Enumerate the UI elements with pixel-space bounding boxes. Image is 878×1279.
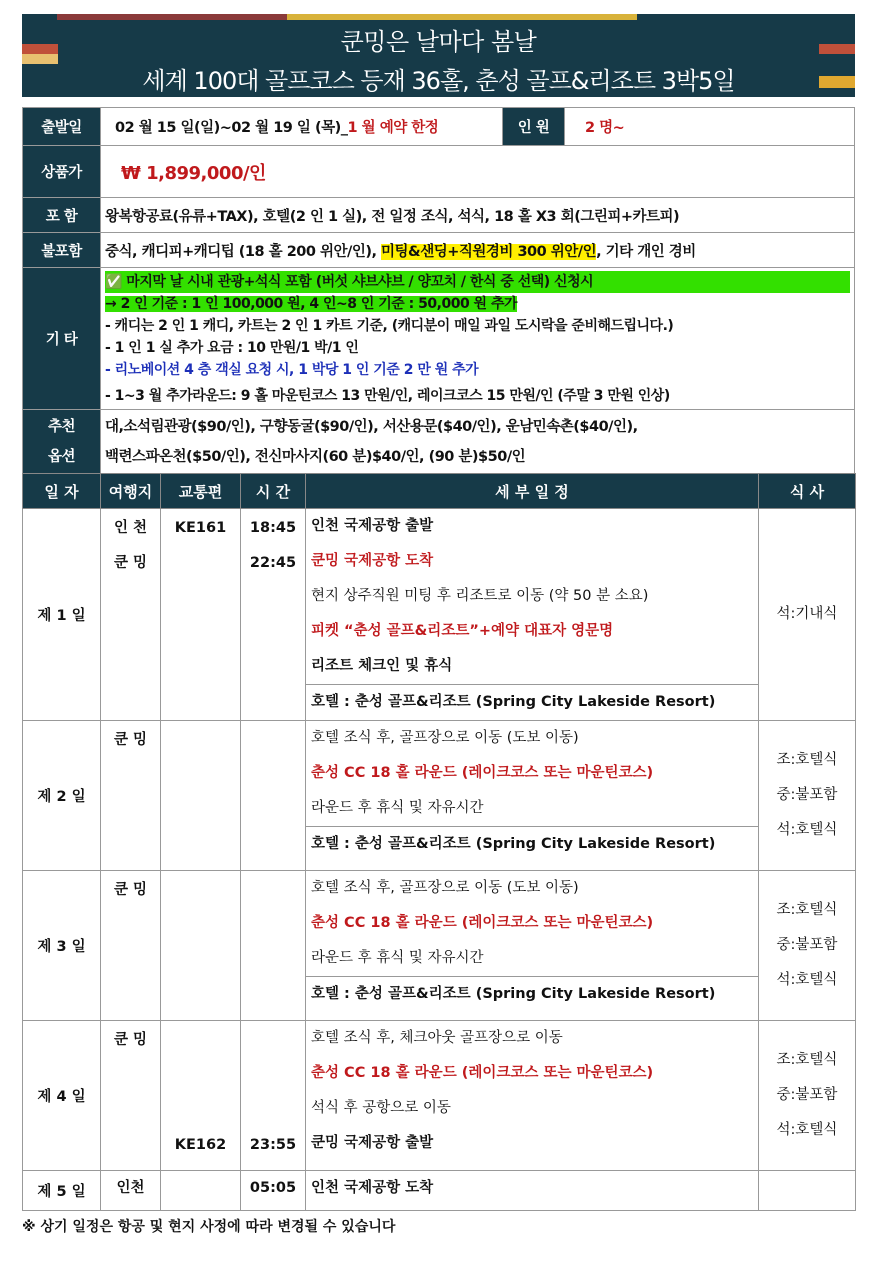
place: 쿤 밍 [113,882,148,898]
place: 인 천 [113,520,148,536]
option-label-2: 옵션 [47,449,75,465]
time [241,1023,305,1058]
header-transport: 교통편 [161,474,241,509]
detail-line: 춘성 CC 18 홀 라운드 (레이크코스 또는 마운틴코스) [311,765,654,781]
detail-line: 춘성 CC 18 홀 라운드 (레이크코스 또는 마운틴코스) [311,1065,654,1081]
time [241,1093,305,1128]
time [241,1058,305,1093]
option-label: 추천 [47,419,75,435]
day-label: 제 2 일 [23,721,101,871]
etc-label: 기 타 [23,268,101,410]
detail-line: 라운드 후 휴식 및 자유시간 [311,800,484,816]
meal: 조:호텔식 [776,1052,838,1068]
day-label: 제 5 일 [23,1171,101,1211]
include-label: 포 함 [23,198,101,233]
day-label: 제 3 일 [23,871,101,1021]
exclude-text: 중식, 캐디피+캐디팁 (18 홀 200 위안/인), [105,243,382,260]
exclude-text-end: , 기타 개인 경비 [596,243,696,260]
meal: 석:호텔식 [776,1122,838,1138]
option-line: 대,소석림관광($90/인), 구향동굴($90/인), 서산용문($40/인), 운남민속촌($40/인), [105,419,638,435]
flight-number [161,1058,240,1093]
etc-line-promo-price: → 2 인 기준 : 1 인 100,000 원, 4 인~8 인 기준 : 50,000 원 추가 [105,295,518,312]
etc-line-extra-round: - 1~3 월 추가라운드: 9 홀 마운틴코스 13 만원/인, 레이크코스 15 만원/인 (주말 3 만원 인상) [105,387,670,404]
footnote: ※ 상기 일정은 항공 및 현지 사정에 따라 변경될 수 있습니다 [22,1219,396,1235]
flight-number [161,1023,240,1058]
exclude-highlight: 미팅&샌딩+직원경비 300 위안/인 [381,243,597,260]
place [101,1058,160,1093]
meal: 석:호텔식 [776,822,838,838]
detail-line: 인천 국제공항 도착 [311,1180,434,1196]
meal: 중:불포함 [776,937,838,953]
title-banner [22,14,855,97]
detail-line: 인천 국제공항 출발 [311,518,434,534]
header-day: 일 자 [23,474,101,509]
meal: 중:불포함 [776,1087,838,1103]
detail-line: 춘성 CC 18 홀 라운드 (레이크코스 또는 마운틴코스) [311,915,654,931]
time: 05:05 [249,1180,297,1196]
flight-number: KE161 [174,520,227,536]
etc-line-promo: ✅ 마지막 날 시내 관광+석식 포함 (버섯 샤브샤브 / 양꼬치 / 한식 중 선택) 신청시 [105,271,850,293]
detail-line: 호텔 조식 후, 체크아웃 골프장으로 이동 [311,1030,563,1046]
time: 18:45 [249,520,297,536]
itinerary-row [23,721,856,871]
itinerary-row [23,1021,856,1171]
flight-number [161,546,240,581]
day-label: 제 4 일 [23,1021,101,1171]
detail-line: 피켓 “춘성 골프&리조트”+예약 대표자 영문명 [311,623,614,639]
hotel-line: 호텔 : 춘성 골프&리조트 (Spring City Lakeside Resort) [306,976,758,1011]
place [101,1093,160,1128]
include-value: 왕복항공료(유류+TAX), 호텔(2 인 1 실), 전 일정 조식, 석식, 18 홀 X3 회(그린피+카트피) [101,198,855,233]
banner-title: 쿤밍은 날마다 봄날 [340,28,537,56]
itinerary-row [23,509,856,721]
departure-value: 02 월 15 일(일)~02 월 19 일 (목)_ [115,120,348,136]
flight-number: KE162 [174,1137,227,1153]
departure-note: 1 월 예약 한정 [347,120,439,136]
detail-line: 쿤밍 국제공항 출발 [311,1135,434,1151]
meal: 조:호텔식 [776,902,838,918]
meal: 석:호텔식 [776,972,838,988]
departure-label: 출발일 [23,108,101,146]
time: 23:55 [249,1137,297,1153]
header-meals: 식 사 [759,474,856,509]
meal: 석:기내식 [776,606,838,622]
price-label: 상품가 [23,146,101,198]
flight-number [161,1093,240,1128]
meal: 중:불포함 [776,787,838,803]
itinerary-table [22,473,856,1211]
place: 쿤 밍 [113,555,148,571]
people-value: 2 명~ [565,108,855,146]
detail-line: 리조트 체크인 및 휴식 [311,658,453,674]
detail-line: 라운드 후 휴식 및 자유시간 [311,950,484,966]
flight-number [161,1171,240,1206]
etc-line-caddy: - 캐디는 2 인 1 캐디, 카트는 2 인 1 카트 기준, (캐디분이 매일 과일 도시락을 준비해드립니다.) [105,317,674,334]
detail-line: 쿤밍 국제공항 도착 [311,553,434,569]
place: 쿤 밍 [113,1032,148,1048]
detail-line: 호텔 조식 후, 골프장으로 이동 (도보 이동) [311,730,579,746]
exclude-label: 불포함 [23,233,101,268]
etc-line-single: - 1 인 1 실 추가 요금 : 10 만원/1 박/1 인 [105,339,359,356]
banner-subtitle: 세계 100대 골프코스 등재 36홀, 춘성 골프&리조트 3박5일 [142,67,735,95]
meal: 조:호텔식 [776,752,838,768]
day-label: 제 1 일 [23,509,101,721]
place [101,1128,160,1163]
itinerary-row [23,1171,856,1211]
option-line: 백련스파온천($50/인), 전신마사지(60 분)$40/인, (90 분)$50/인 [105,449,526,465]
hotel-line: 호텔 : 춘성 골프&리조트 (Spring City Lakeside Resort) [306,684,758,719]
etc-line-renovation: - 리노베이션 4 층 객실 요청 시, 1 박당 1 인 기준 2 만 원 추가 [105,361,479,378]
detail-line: 석식 후 공항으로 이동 [311,1100,451,1116]
itinerary-row [23,871,856,1021]
place: 인천 [116,1180,145,1196]
detail-line: 호텔 조식 후, 골프장으로 이동 (도보 이동) [311,880,579,896]
header-time: 시 간 [241,474,306,509]
hotel-line: 호텔 : 춘성 골프&리조트 (Spring City Lakeside Resort) [306,826,758,861]
product-info-table [22,107,855,475]
place: 쿤 밍 [113,732,148,748]
time: 22:45 [249,555,297,571]
people-label: 인 원 [503,108,565,146]
price-value: ₩ 1,899,000/인 [101,146,855,198]
detail-line: 현지 상주직원 미팅 후 리조트로 이동 (약 50 분 소요) [311,588,649,604]
header-place: 여행지 [101,474,161,509]
header-details: 세 부 일 정 [306,474,759,509]
